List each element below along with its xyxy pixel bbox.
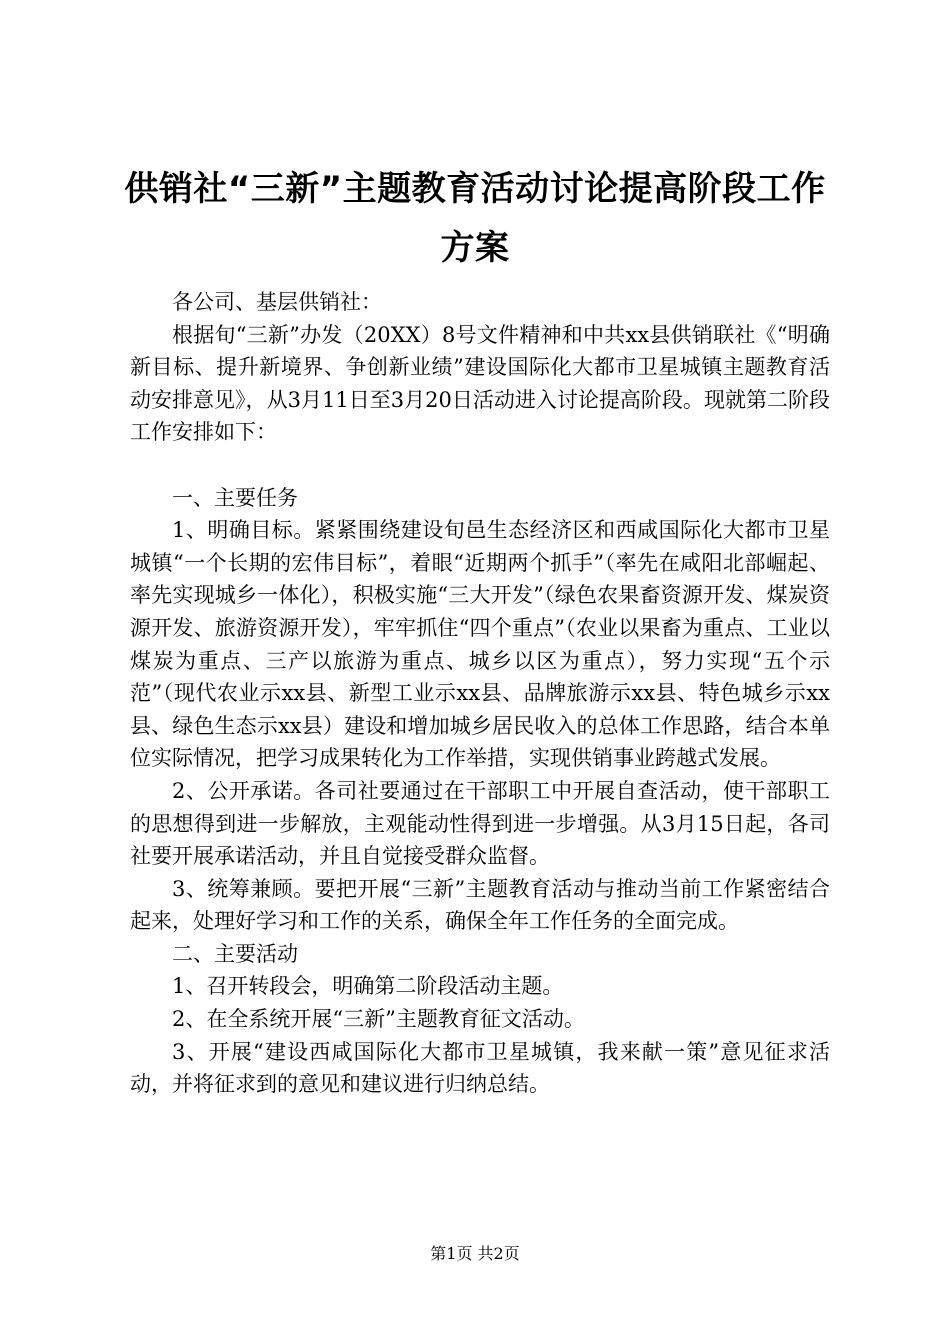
document-body [130,286,830,1101]
section-heading-main-tasks: 一、主要任务 [172,485,298,510]
paragraph-activity-3: 3、开展“建设西咸国际化大都市卫星城镇，我来献一策”意见征求活动，并将征求到的意见和建议进行归纳总结。 [130,1039,830,1097]
paragraph-task-3: 3、统筹兼顾。要把开展“三新”主题教育活动与推动当前工作紧密结合起来，处理好学习和工作的关系，确保全年工作任务的全面完成。 [130,876,830,934]
document-title: 供销社“三新”主题教育活动讨论提高阶段工作方案 [124,169,826,268]
page-footer: 第1页 共2页 [430,1244,520,1263]
paragraph-activity-2: 2、在全系统开展“三新”主题教育征文活动。 [172,1007,585,1032]
paragraph-task-1: 1、明确目标。紧紧围绕建设旬邑生态经济区和西咸国际化大都市卫星城镇“一个长期的宏伟目标”，着眼“近期两个抓手”（率先在咸阳北部崛起、率先实现城乡一体化），积极实施“三大开发”（绿色农果畜资源开发、煤炭资源开发、旅游资源开发），牢牢抓住“四个重点”（农业以果畜为重点、工业以煤炭为重点、三产以旅游为重点、城乡以区为重点），努力实现“五个示范”（现代农业示xx县、新型工业示xx县、品牌旅游示xx县、特色城乡示xx县、绿色生态示xx县）建设和增加城乡居民收入的总体工作思路，结合本单位实际情况，把学习成果转化为工作举措，实现供销事业跨越式发展。 [130,518,830,771]
salutation: 各公司、基层供销社： [172,290,382,314]
paragraph-task-2: 2、公开承诺。各司社要通过在干部职工中开展自查活动，使干部职工的思想得到进一步解放，主观能动性得到进一步增强。从3月15日起，各司社要开展承诺活动，并且自觉接受群众监督。 [130,778,830,869]
section-heading-main-activities: 二、主要活动 [172,941,298,966]
paragraph-activity-1: 1、召开转段会，明确第二阶段活动主题。 [172,974,564,999]
intro-paragraph: 根据旬“三新”办发（20XX）8号文件精神和中共xx县供销联社《“明确新目标、提升新境界、争创新业绩”建设国际化大都市卫星城镇主题教育活动安排意见》，从3月11日至3月20日活动进入讨论提高阶段。现就第二阶段工作安排如下： [130,322,830,445]
